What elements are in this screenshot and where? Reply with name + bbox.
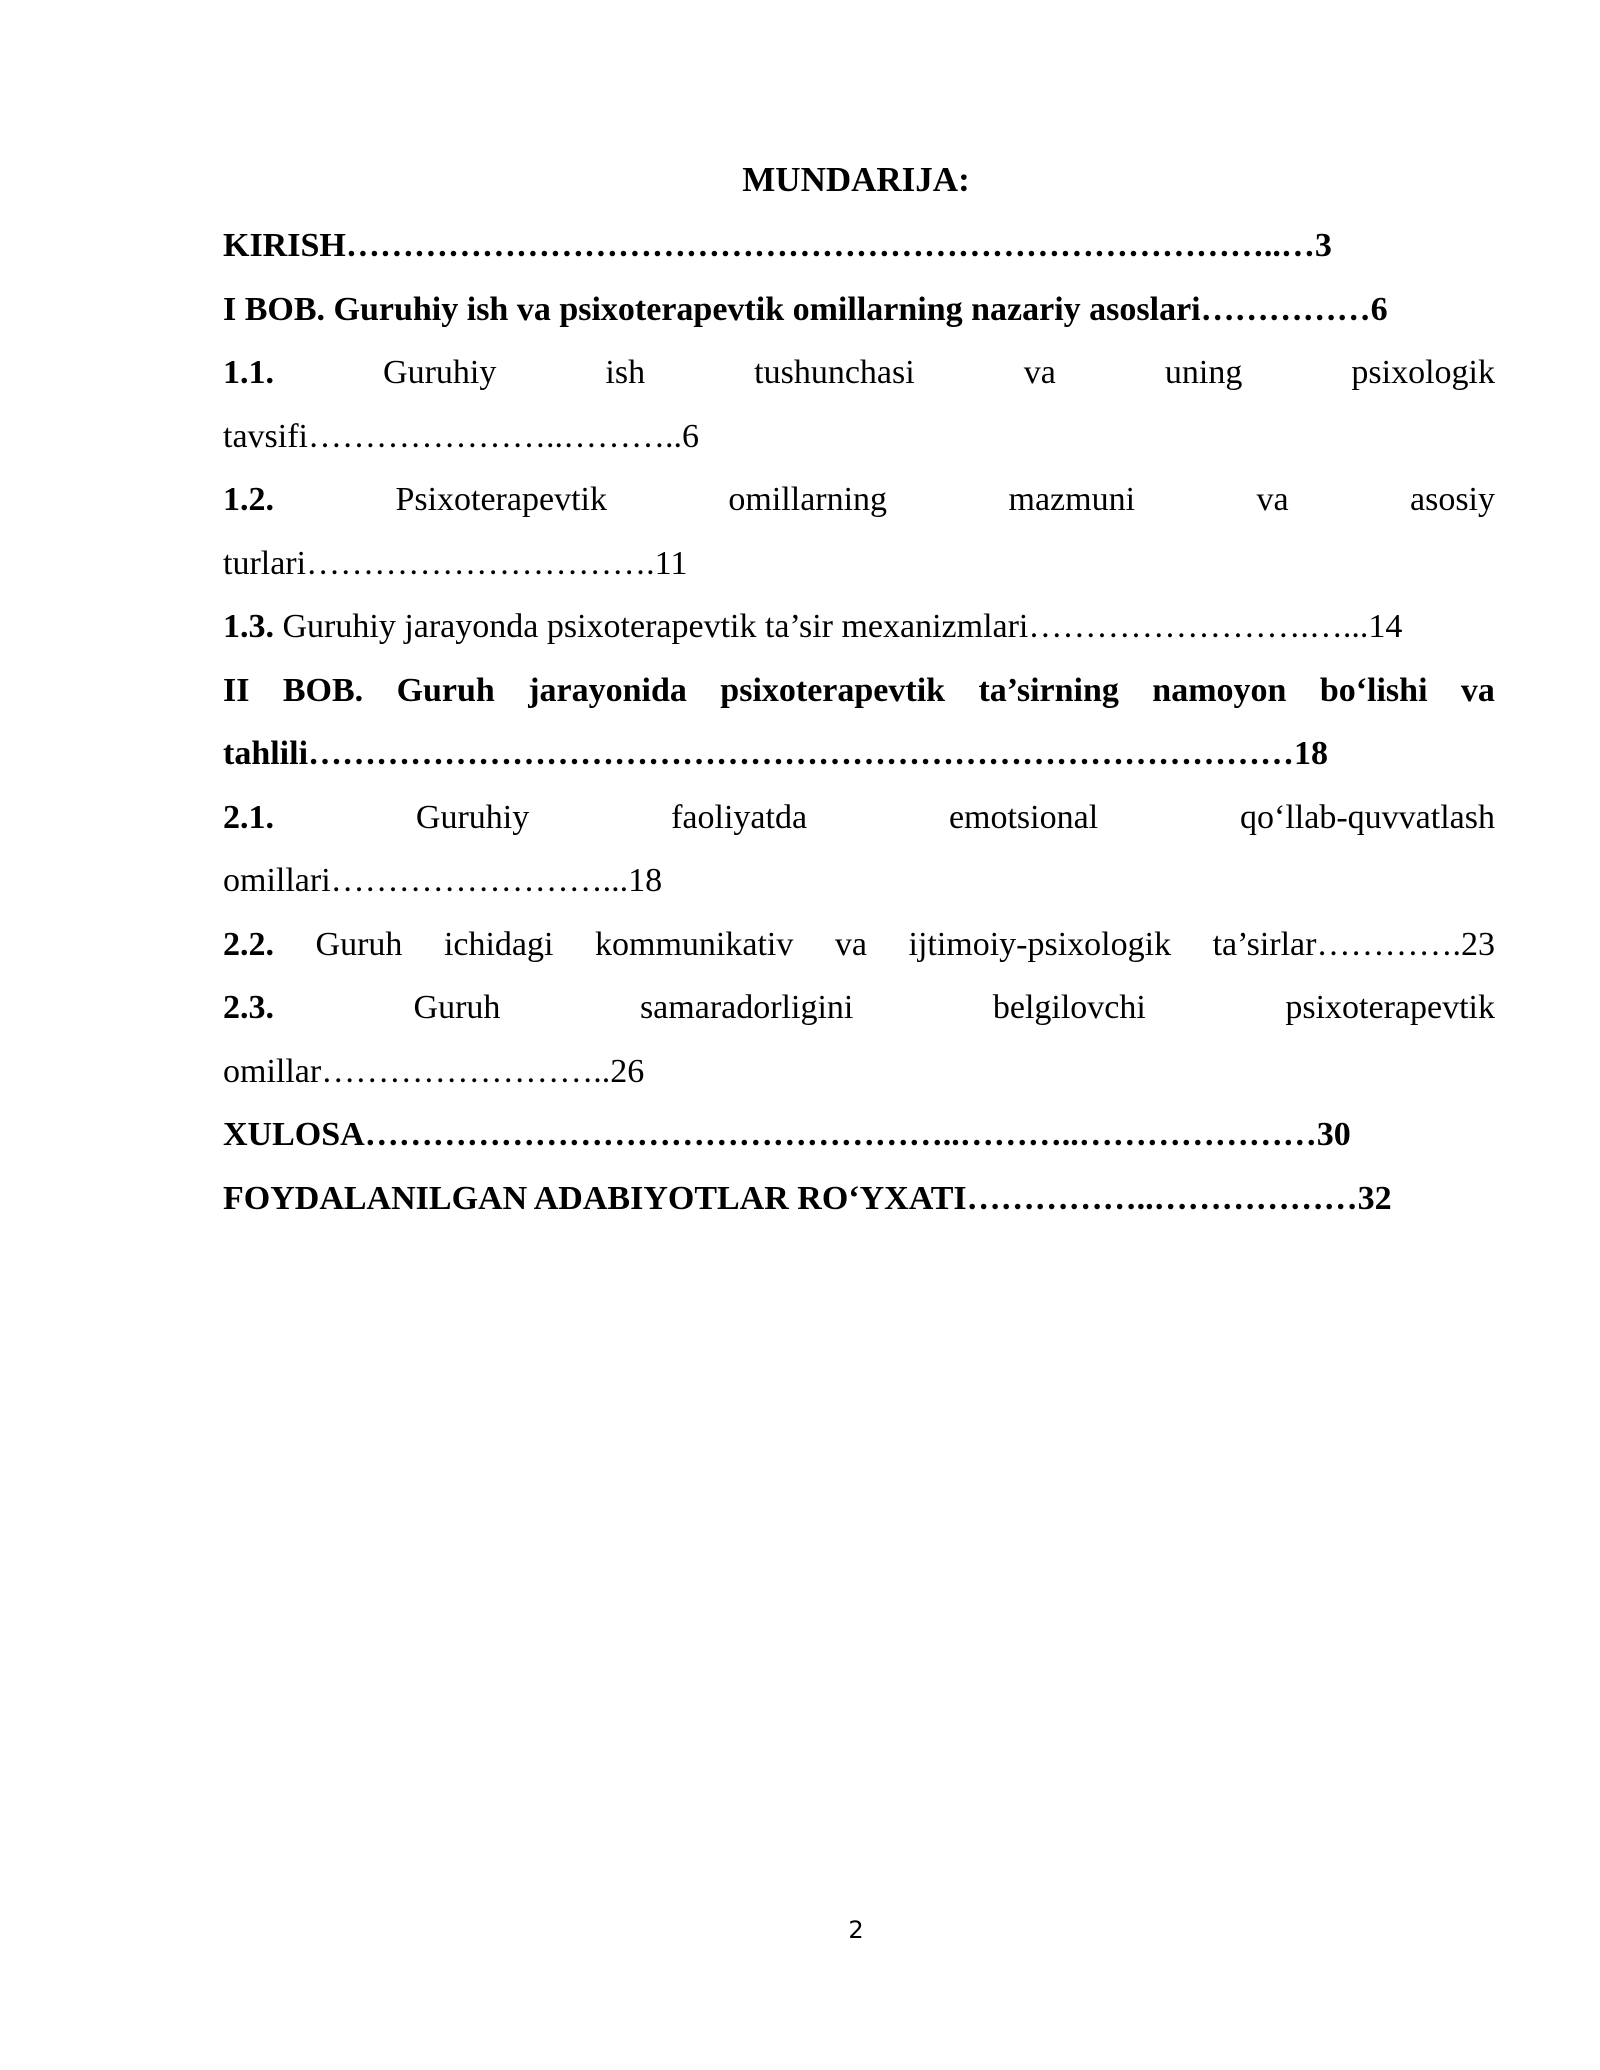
toc-word: ta’sirlar………….23	[1212, 925, 1495, 963]
toc-word: faoliyatda	[671, 798, 808, 836]
toc-word: jarayonida	[528, 671, 687, 709]
section-number: 1.1.	[223, 354, 274, 391]
section-number: 2.1.	[223, 798, 274, 836]
toc-word: ish	[605, 354, 646, 391]
toc-word: psixoterapevtik	[720, 671, 946, 709]
toc-entry-2-3-continuation: omillar……………………..26	[223, 1052, 645, 1090]
toc-word: ijtimoiy-psixologik	[908, 925, 1172, 963]
toc-word: kommunikativ	[595, 925, 794, 963]
toc-word: Guruh	[396, 671, 495, 709]
toc-entry-1-2-continuation: turlari………………………….11	[223, 544, 688, 582]
toc-word: belgilovchi	[992, 989, 1146, 1026]
toc-word: ta’sirning	[978, 671, 1119, 709]
toc-word: Guruhiy	[383, 354, 497, 391]
page-number: 2	[848, 1916, 864, 1944]
toc-entry-2-3	[223, 976, 1495, 1040]
toc-entry-chapter-1: I BOB. Guruhiy ish va psixoterapevtik omillarning nazariy asoslari……………6	[223, 290, 1388, 328]
toc-entry-1-1	[223, 341, 1495, 405]
toc-word: emotsional	[948, 798, 1099, 836]
toc-word: Guruh	[413, 989, 501, 1026]
toc-word: va	[834, 925, 867, 963]
toc-word: qo‘llab-quvvatlash	[1240, 798, 1495, 836]
toc-entry-1-1-continuation: tavsifi…………………..………..6	[223, 417, 699, 455]
toc-word: namoyon	[1152, 671, 1287, 709]
toc-word: psixologik	[1351, 354, 1495, 391]
toc-word: mazmuni	[1008, 481, 1136, 518]
toc-entry-1-2	[223, 468, 1495, 532]
toc-entry-chapter-2-continuation: tahlili……………………………………………………………………………18	[223, 735, 1329, 772]
toc-word: tushunchasi	[754, 354, 915, 391]
section-number: 1.2.	[223, 481, 274, 518]
section-number: 2.3.	[223, 989, 274, 1026]
toc-entry-chapter-2	[223, 659, 1495, 723]
toc-entry-2-2	[223, 913, 1495, 977]
table-of-contents	[223, 214, 1495, 1230]
toc-entry-2-1	[223, 786, 1495, 850]
toc-entry-2-1-continuation: omillari……………………...18	[223, 862, 663, 899]
toc-word: va	[1256, 481, 1289, 518]
toc-word: va	[1460, 671, 1495, 709]
toc-entry-text: Guruhiy jarayonda psixoterapevtik ta’sir mexanizmlari…………………….…...14	[274, 608, 1403, 645]
toc-word: omillarning	[728, 481, 888, 518]
section-number: 2.2.	[223, 925, 274, 963]
toc-word: Psixoterapevtik	[395, 481, 607, 518]
toc-word: va	[1023, 354, 1056, 391]
toc-word: psixoterapevtik	[1285, 989, 1495, 1026]
toc-word: BOB.	[282, 671, 364, 709]
toc-entry-references: FOYDALANILGAN ADABIYOTLAR RO‘YXATI……………..………………32	[223, 1179, 1392, 1217]
toc-word: ichidagi	[443, 925, 554, 963]
toc-entry-1-3	[223, 595, 1495, 659]
toc-entry-kirish: KIRISH………………………………………………………………………..…3	[223, 227, 1332, 264]
toc-title: MUNDARIJA:	[742, 160, 970, 199]
toc-word: asosiy	[1410, 481, 1495, 518]
toc-word: Guruh	[315, 925, 403, 963]
toc-word: uning	[1164, 354, 1243, 391]
toc-word: samaradorligini	[639, 989, 854, 1026]
toc-entry-xulosa: XULOSA……………………………………………..………..…………………30	[223, 1116, 1351, 1153]
toc-word: bo‘lishi	[1319, 671, 1428, 709]
toc-word: Guruhiy	[415, 798, 530, 836]
toc-word: II	[223, 671, 250, 709]
section-number: 1.3.	[223, 608, 274, 645]
